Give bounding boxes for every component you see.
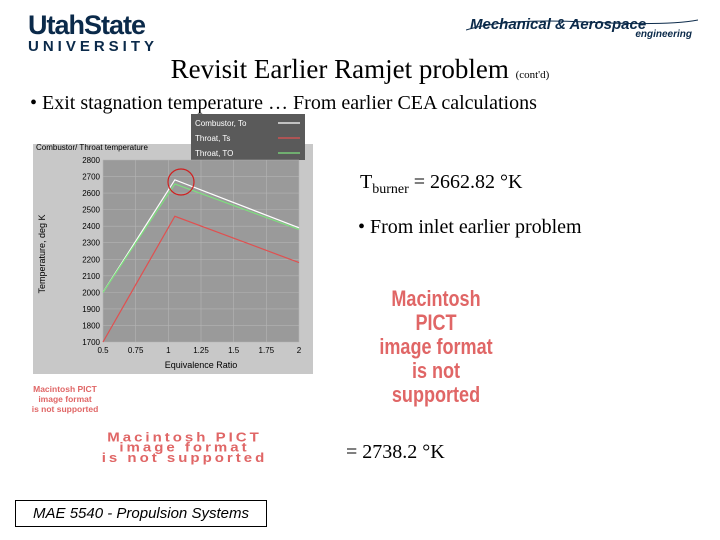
slide-title: [0, 54, 720, 85]
pict-line-2: image format: [119, 440, 250, 455]
temperature-chart: [33, 114, 313, 374]
chart-ytick-label: 2400: [82, 222, 100, 232]
chart-xtick-label: 1: [166, 346, 171, 355]
chart-title: Combustor/ Throat temperature: [36, 143, 148, 152]
slide-title-suffix: (cont'd): [515, 69, 550, 81]
chart-ytick-label: 2300: [82, 238, 100, 248]
usu-logo: [28, 10, 159, 55]
chart-xtick-label: 1.5: [228, 346, 240, 355]
pict-line-3: is not supported: [31, 404, 99, 414]
bullet-inlet: • From inlet earlier problem: [358, 216, 582, 238]
pict-line-2: image format: [379, 334, 493, 359]
pict-line-3: is not supported: [391, 358, 481, 407]
chart-legend-label: Throat, Ts: [195, 134, 231, 143]
pict-line-1: Macintosh PICT: [33, 384, 97, 394]
dept-logo-sub: engineering: [635, 29, 692, 40]
chart-ytick-label: 1900: [82, 304, 100, 314]
chart-ytick-label: 2800: [82, 156, 100, 165]
slide-title-text: Revisit Earlier Ramjet problem: [170, 54, 509, 84]
chart-xtick-label: 1.75: [258, 346, 275, 355]
pict-line-3: is not supported: [101, 450, 268, 466]
chart-ytick-label: 2200: [82, 255, 100, 265]
pict-placeholder-wide: [32, 430, 337, 466]
chart-xtick-label: 0.5: [97, 346, 109, 355]
tburner-value: = 2662.82 °K: [408, 171, 523, 193]
chart-ytick-label: 1800: [82, 321, 100, 331]
pict-line-1: Macintosh PICT: [391, 286, 481, 335]
chart-ytick-label: 1700: [82, 338, 100, 347]
chart-ytick-label: 2500: [82, 205, 100, 215]
pict-placeholder-large: [374, 286, 499, 407]
dept-logo: [466, 16, 698, 40]
chart-ytick-label: 2700: [82, 172, 100, 182]
chart-ytick-label: 2000: [82, 288, 100, 298]
pict-line-2: image format: [38, 394, 92, 404]
tburner-subscript: burner: [372, 182, 409, 197]
chart-ytick-label: 2600: [82, 189, 100, 199]
chart-xlabel: Equivalence Ratio: [164, 360, 238, 370]
tburner-symbol: T: [360, 171, 373, 193]
result-equation: = 2738.2 °K: [346, 441, 445, 463]
bullet-exit-stagnation: • Exit stagnation temperature … From earlier CEA calculations: [30, 92, 537, 114]
chart-xtick-label: 0.75: [127, 346, 144, 355]
chart-legend-label: Combustor, To: [195, 119, 247, 128]
chart-ytick-label: 2100: [82, 271, 100, 281]
tburner-equation: [360, 171, 523, 198]
usu-logo-sub: UNIVERSITY: [28, 38, 159, 55]
footer-course-label: MAE 5540 - Propulsion Systems: [15, 500, 267, 527]
usu-logo-main: UtahState: [28, 10, 146, 40]
chart-ylabel: Temperature, deg K: [37, 214, 47, 294]
chart-xtick-label: 1.25: [193, 346, 209, 355]
dept-logo-main: Mechanical & Aerospace: [470, 16, 647, 33]
pict-line-1: Macintosh PICT: [107, 430, 262, 445]
chart-legend-label: Throat, TO: [195, 149, 234, 158]
pict-placeholder-small: [14, 384, 116, 414]
chart-xtick-label: 2: [296, 346, 302, 355]
